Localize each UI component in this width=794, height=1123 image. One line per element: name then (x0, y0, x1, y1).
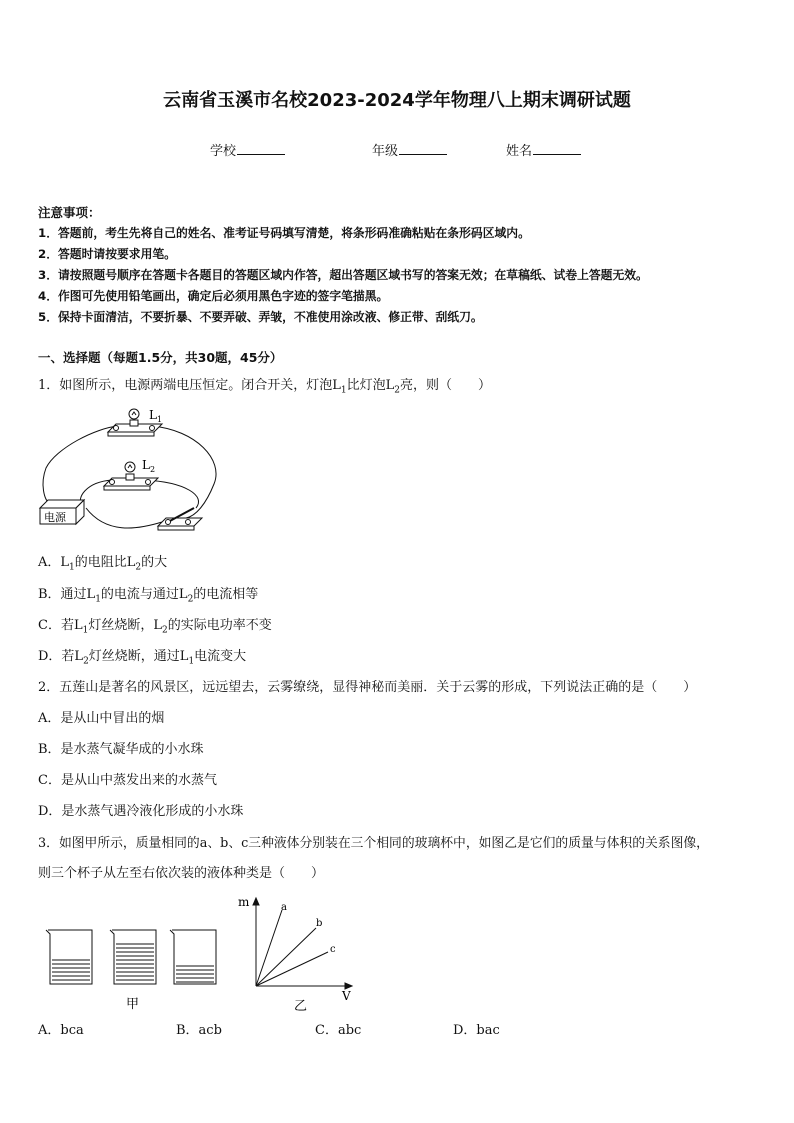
q2-option-b: B．是水蒸气凝华成的小水珠 (38, 742, 204, 757)
lamp-1-label: $L_1$ (149, 408, 163, 424)
wire (86, 508, 162, 528)
q3-option-b: B．acb (176, 1023, 222, 1038)
line-a (256, 910, 282, 986)
notice-item: 3．请按照题号顺序在答题卡各题目的答题区域内作答，超出答题区域书写的答案无效；在草稿纸、试卷上答题无效。 (38, 268, 648, 282)
notice-item: 1．答题前，考生先将自己的姓名、准考证号码填写清楚，将条形码准确粘贴在条形码区域内。 (38, 226, 530, 240)
notice-item: 5．保持卡面清洁，不要折暴、不要弄破、弄皱，不准使用涂改液、修正带、刮纸刀。 (38, 310, 483, 324)
line-c-label: c (330, 944, 336, 955)
school-label: 学校 (210, 144, 237, 159)
question-3-stem-line-2: 则三个杯子从左至右依次装的液体种类是（ ） (38, 866, 325, 881)
graph-label: 乙 (294, 999, 308, 1014)
school-blank (237, 142, 285, 155)
q3-option-c: C．abc (315, 1023, 362, 1038)
circuit-diagram (36, 404, 236, 534)
mass-volume-graph (232, 890, 362, 1015)
name-field (506, 140, 581, 159)
q2-option-c: C．是从山中蒸发出来的水蒸气 (38, 773, 217, 788)
section-title: 一、选择题（每题1.5分，共30题，45分） (38, 350, 283, 365)
beakers-figure (40, 924, 230, 1014)
question-3-stem-line-1: 3．如图甲所示，质量相同的a、b、c三种液体分别装在三个相同的玻璃杯中，如图乙是它们的质量与体积的关系图像， (38, 836, 709, 851)
notice-title: 注意事项： (38, 205, 101, 220)
notice-item: 2．答题时请按要求用笔。 (38, 247, 176, 261)
x-axis-label: V (342, 989, 351, 1003)
school-field (210, 140, 285, 159)
grade-label: 年级 (372, 144, 399, 159)
line-a-label: a (281, 902, 287, 913)
question-1-stem: 1．如图所示，电源两端电压恒定。闭合开关，灯泡$L_1$比灯泡$L_2$亮，则（ ） (38, 378, 492, 396)
q1-option-a: A．$L_1$的电阻比$L_2$的大 (38, 555, 168, 573)
beaker-1 (46, 930, 92, 984)
q1-option-c: C．若$L_1$灯丝烧断，$L_2$的实际电功率不变 (38, 618, 272, 636)
grade-field (372, 140, 447, 159)
wire (152, 426, 216, 518)
power-source-label: 电源 (44, 511, 66, 524)
name-blank (533, 142, 581, 155)
q3-option-a: A．bca (38, 1023, 84, 1038)
grade-blank (399, 142, 447, 155)
name-label: 姓名 (506, 144, 533, 159)
lamp-2-label: $L_2$ (142, 458, 156, 474)
q1-option-d: D．若$L_2$灯丝烧断，通过$L_1$电流变大 (38, 649, 247, 667)
y-axis-label: m (238, 895, 250, 909)
line-c (256, 952, 328, 986)
q3-option-d: D．bac (453, 1023, 500, 1038)
switch (158, 508, 202, 530)
cups-label: 甲 (126, 997, 140, 1012)
q1-option-b: B．通过$L_1$的电流与通过$L_2$的电流相等 (38, 587, 259, 605)
beaker-2 (110, 930, 156, 984)
wire (43, 426, 118, 504)
beaker-3 (170, 930, 216, 984)
page-title: 云南省玉溪市名校2023-2024学年物理八上期末调研试题 (163, 90, 631, 111)
q2-option-d: D．是水蒸气遇冷液化形成的小水珠 (38, 804, 244, 819)
notice-item: 4．作图可先使用铅笔画出，确定后必须用黑色字迹的签字笔描黑。 (38, 289, 389, 303)
y-axis-arrow (253, 898, 259, 905)
question-2-stem: 2．五莲山是著名的风景区，远远望去，云雾缭绕，显得神秘而美丽．关于云雾的形成，下列说法正确的是（ ） (38, 680, 697, 695)
q2-option-a: A．是从山中冒出的烟 (38, 711, 165, 726)
line-b-label: b (316, 918, 323, 929)
line-b (256, 928, 316, 986)
